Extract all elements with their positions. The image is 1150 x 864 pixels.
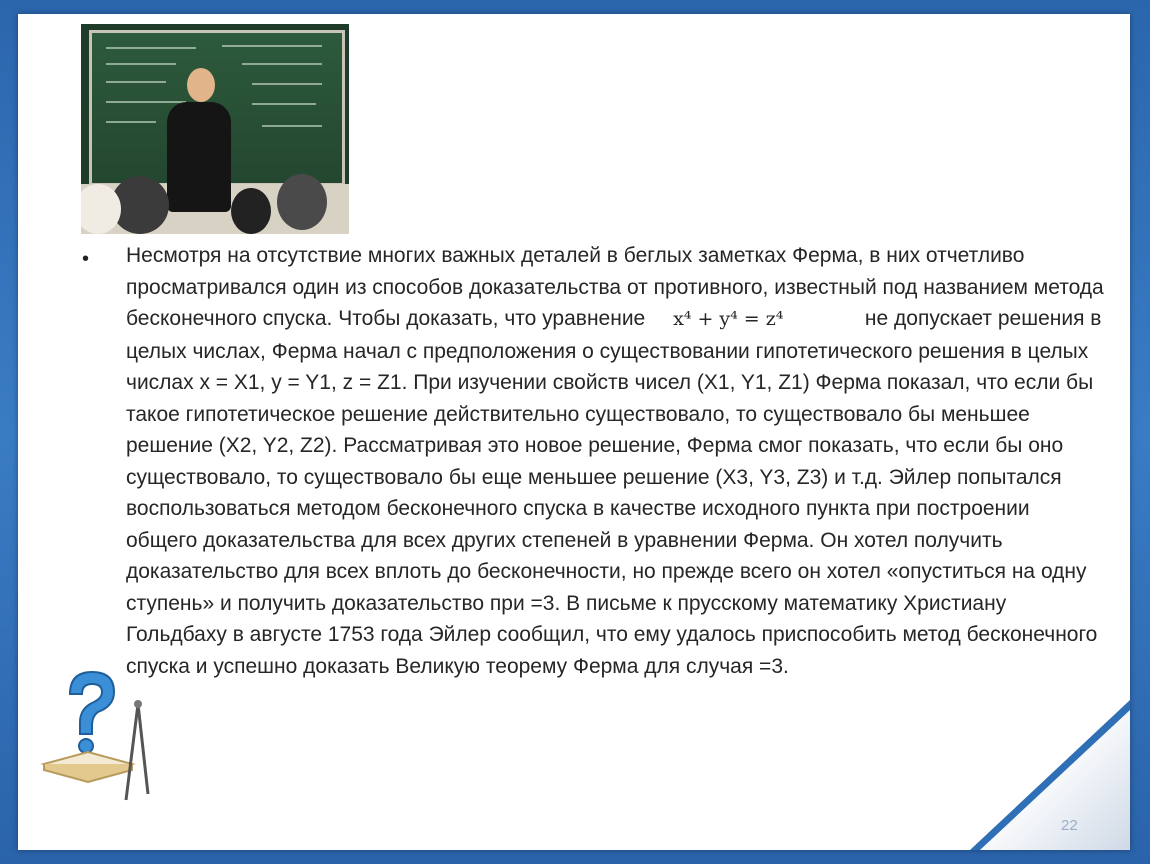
- slide: [18, 14, 1130, 850]
- body-paragraph: [126, 240, 1106, 682]
- teacher: [167, 102, 231, 212]
- page-curl: [980, 710, 1130, 850]
- page-number: 22: [1061, 817, 1078, 834]
- fermat-equation: x⁴ + y⁴ = z⁴: [673, 308, 784, 330]
- bullet: •: [82, 248, 90, 270]
- paragraph-part-2: не допускает решения в целых числах, Ферма начал с предположения о существовании гипотетического решения в целых числах x = X1, y = Y1, z = Z1. При изучении свойств чисел (X1, Y1, Z1) Ферма показал, что если бы такое гипотетическое решение действительно существовало, то существовало бы меньшее решение (X2, Y2, Z2). Рассматривая это новое решение, Ферма смог показать, что если бы оно существовало, то существовало бы еще меньшее решение (X3, Y3, Z3) и т.д. Эйлер попытался воспользоваться методом бесконечного спуска в качестве исходного пункта при построении общего доказательства для всех других степеней в уравнении Ферма. Он хотел получить доказательство для всех вплоть до бесконечности, но прежде всего он хотел «опуститься на одну ступень» и получить доказательство при =3. В письме к прусскому математику Христиану Гольдбаху в августе 1753 года Эйлер сообщил, что ему удалось приспособить метод бесконечного спуска и успешно доказать Великую теорему Ферма для случая =3.: [126, 307, 1102, 678]
- paragraph-part-1: Несмотря на отсутствие многих важных деталей в беглых заметках Ферма, в них отчетливо просматривался один из способов доказательства от противного, известный под названием метода бесконечного спуска. Чтобы доказать, что уравнение: [126, 244, 1104, 330]
- question-book-compass-icon: [40, 664, 150, 804]
- classroom-teacher-photo: [81, 24, 349, 234]
